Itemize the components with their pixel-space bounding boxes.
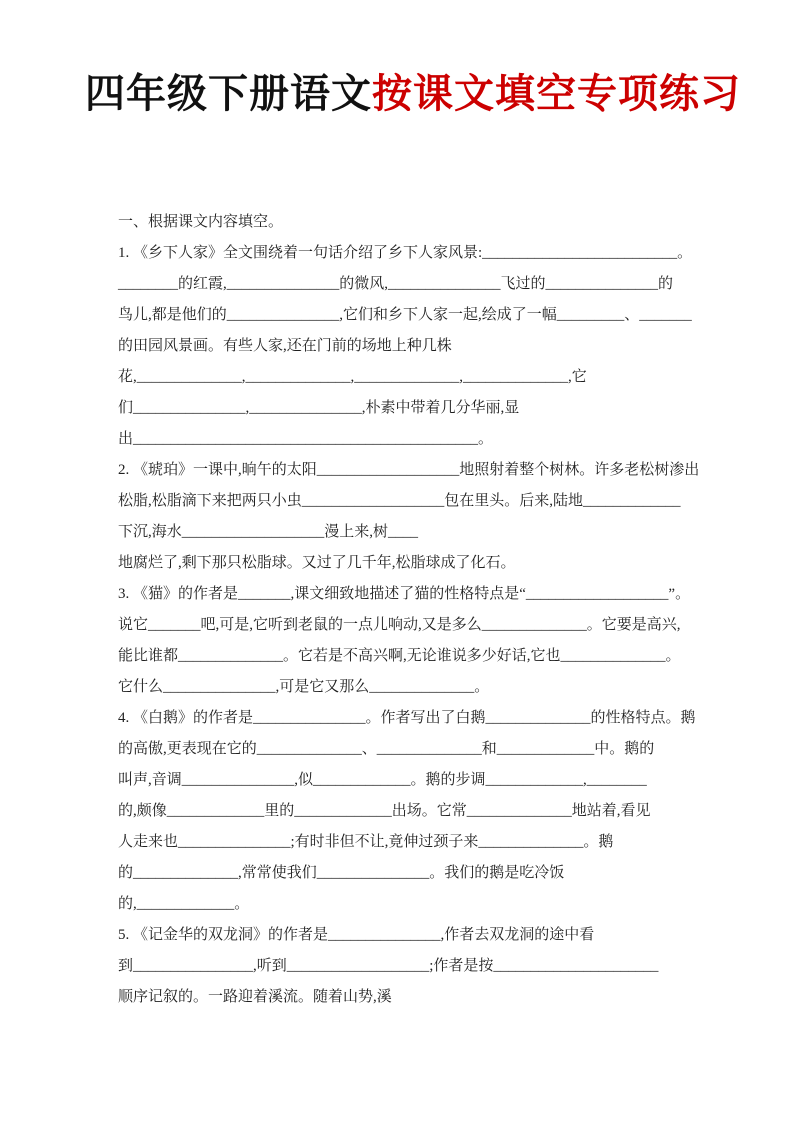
worksheet-line: 5. 《记金华的双龙洞》的作者是_______________,作者去双龙洞的途中看: [118, 927, 595, 943]
title-red-part: 按课文填空专项练习: [372, 72, 741, 116]
worksheet-line: 顺序记叙的。一路迎着溪流。随着山势,溪: [118, 989, 392, 1005]
worksheet-line: 4. 《白鹅》的作者是_______________。作者写出了白鹅______________的性格特点。鹅: [118, 710, 696, 726]
worksheet-line: 说它_______吧,可是,它听到老鼠的一点儿响动,又是多么______________。它要是高兴,: [118, 617, 681, 633]
worksheet-line: 能比谁都______________。它若是不高兴啊,无论谁说多少好话,它也______________。: [118, 648, 681, 664]
worksheet-line: 花,______________,______________,______________,______________,它: [118, 369, 587, 385]
worksheet-line: 人走来也_______________;有时非但不让,竟伸过颈子来______________。鹅: [118, 834, 614, 850]
page-title: [85, 68, 741, 120]
worksheet-line: 3. 《猫》的作者是_______,课文细致地描述了猫的性格特点是“___________________”。: [118, 586, 691, 602]
worksheet-line: 的______________,常常使我们_______________。我们的鹅是吃冷饭: [118, 865, 565, 881]
worksheet-line: ________的红霞,_______________的微风,_______________飞过的_______________的: [118, 276, 674, 292]
title-black-part: 四年级下册语文: [85, 72, 372, 116]
worksheet-line: 2. 《琥珀》一课中,晌午的太阳___________________地照射着整个树林。许多老松树渗出: [118, 462, 700, 478]
worksheet-body: [118, 207, 718, 1013]
worksheet-line: 的田园风景画。有些人家,还在门前的场地上种几株: [118, 338, 452, 354]
worksheet-line: 1. 《乡下人家》全文围绕着一句话介绍了乡下人家风景:__________________________。: [118, 245, 693, 261]
worksheet-line: 到________________,听到___________________;作者是按______________________: [118, 958, 659, 974]
worksheet-line: 叫声,音调_______________,似_____________。鹅的步调_____________,________: [118, 772, 647, 788]
worksheet-line: 出______________________________________________。: [118, 431, 494, 447]
worksheet-line: 它什么_______________,可是它又那么______________。: [118, 679, 490, 695]
worksheet-line: 的,_____________。: [118, 896, 250, 912]
worksheet-line: 鸟儿,都是他们的_______________,它们和乡下人家一起,绘成了一幅_________、_______: [118, 307, 692, 323]
worksheet-line: 的高傲,更表现在它的______________、______________和_____________中。鹅的: [118, 741, 655, 757]
worksheet-line: 地腐烂了,剩下那只松脂球。又过了几千年,松脂球成了化石。: [118, 555, 516, 571]
worksheet-line: 松脂,松脂滴下来把两只小虫___________________包在里头。后来,陆地_____________: [118, 493, 681, 509]
worksheet-line: 的,颇像_____________里的_____________出场。它常______________地站着,看见: [118, 803, 651, 819]
worksheet-line: 们_______________,_______________,朴素中带着几分华丽,显: [118, 400, 520, 416]
worksheet-line: 下沉,海水___________________漫上来,树____: [118, 524, 419, 540]
section-heading: 一、根据课文内容填空。: [118, 214, 284, 230]
